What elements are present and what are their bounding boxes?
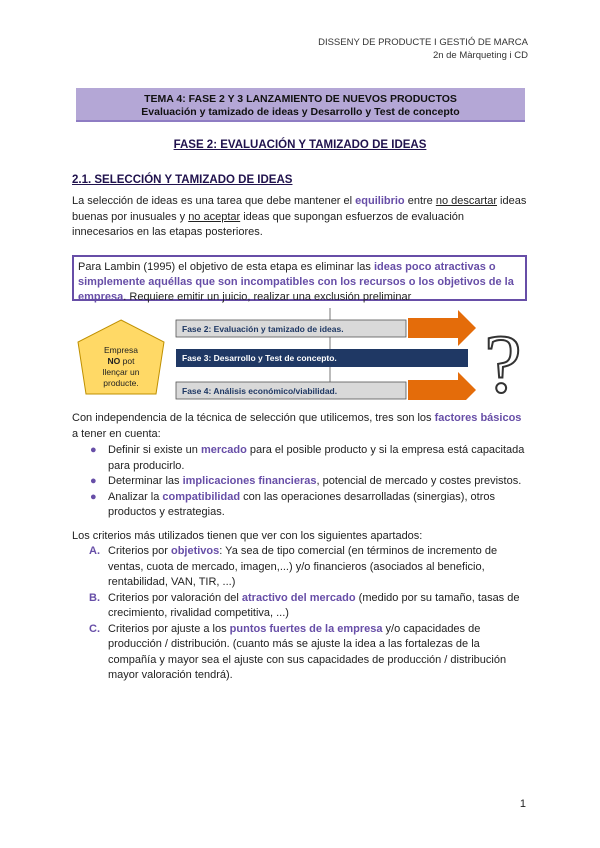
quote-text: . Requiere emitir un juicio, realizar una exclusión preliminar (123, 291, 412, 303)
question-mark-icon: ? (484, 318, 522, 400)
criteria-intro: Los criterios más utilizados tienen que ver con los siguientes apartados: (72, 530, 423, 542)
phase-title: FASE 2: EVALUACIÓN Y TAMIZADO DE IDEAS (173, 139, 427, 151)
criterion-letter: B. (89, 591, 100, 604)
phase3-label: Fase 3: Desarrollo y Test de concepto. (182, 353, 337, 363)
page-number: 1 (519, 798, 526, 810)
factors-intro-text: Con independencia de la técnica de selección que utilicemos, tres son los (72, 412, 435, 424)
header-degree: 2n de Màrqueting i CD (432, 50, 528, 61)
running-header (318, 36, 528, 62)
criterion-item: C. Criterios por ajuste a los puntos fuertes de la empresa y/o capacidades de producción / distribución. (cuanto más se ajuste la idea a las fortalezas de la compañía y mayor sea el ajuste con sus capacidades de producción / distribución mayor valoración tendrá). (89, 622, 507, 681)
phase2-label: Fase 2: Evaluación y tamizado de ideas. (182, 324, 344, 334)
factor-item: ● Definir si existe un mercado para el posible producto y si la empresa está capacitada para producirlo. (90, 444, 525, 472)
intro-paragraph (72, 194, 528, 241)
criterion-item: B. Criterios por valoración del atractivo del mercado (medido por su tamaño, tasas de crecimiento, rivalidad competitiva, ...) (89, 591, 520, 619)
criteria-list (90, 544, 530, 684)
factors-intro-highlight: factores básicos (434, 412, 522, 424)
intro-underline: no descartar (435, 195, 497, 207)
intro-highlight: equilibrio (355, 195, 405, 207)
pentagon-line2: NO pot (107, 356, 135, 366)
topic-title-box (76, 88, 525, 122)
intro-underline: no aceptar (188, 210, 241, 223)
intro-text: La selección de ideas es una tarea que debe mantener el (72, 195, 356, 207)
intro-text: ideas buenas por inusuales y (72, 195, 527, 223)
factor-item: ● Analizar la compatibilidad con las operaciones desarrolladas (sinergias), otros productos y estrategias. (90, 490, 496, 518)
topic-subtitle: Evaluación y tamizado de ideas y Desarrollo y Test de concepto (141, 106, 460, 118)
bullet-dot-icon: ● (90, 475, 97, 487)
bullet-dot-icon: ● (90, 444, 97, 456)
bullet-dot-icon: ● (90, 490, 97, 503)
phase2-arrow (408, 310, 476, 346)
pentagon-line1: Empresa (103, 345, 139, 355)
factors-intro-text: a tener en cuenta: (72, 427, 161, 440)
lambin-quote-box (72, 255, 527, 301)
header-course: DISSENY DE PRODUCTE I GESTIÓ DE MARCA (318, 37, 528, 48)
criterion-letter: A. (89, 545, 100, 557)
section-title: 2.1. SELECCIÓN Y TAMIZADO DE IDEAS (72, 174, 293, 186)
criterion-item: A. Criterios por objetivos: Ya sea de tipo comercial (en términos de incremento de ventas, cuota de mercado, imagen,...) y/o financieros (asociados al beneficio, rentabilidad, VAN, TIR, ...) (89, 545, 498, 588)
criterion-letter: C. (89, 622, 100, 635)
quote-highlight: ideas poco atractivas o simplemente aquéllas que son incompatibles con los recursos o los objetivos de la empresa (78, 261, 514, 303)
factors-intro (72, 411, 528, 442)
intro-text: entre (404, 195, 436, 207)
topic-title: TEMA 4: FASE 2 Y 3 LANZAMIENTO DE NUEVOS PRODUCTOS (144, 93, 457, 105)
phases-diagram (76, 308, 526, 400)
factors-list (90, 443, 530, 521)
factor-item: ● Determinar las implicaciones financieras, potencial de mercado y costes previstos. (90, 474, 530, 490)
phase4-label: Fase 4: Análisis económico/viabilidad. (182, 386, 338, 396)
phase4-arrow (408, 372, 476, 400)
intro-text: ideas que supongan esfuerzos de evaluación innecesarios en las etapas posteriores. (72, 210, 465, 238)
pentagon-line5: producte. (103, 378, 139, 388)
pentagon-line4: llençar un (102, 367, 140, 377)
quote-text: Para Lambin (1995) el objetivo de esta etapa es eliminar las (78, 261, 374, 273)
